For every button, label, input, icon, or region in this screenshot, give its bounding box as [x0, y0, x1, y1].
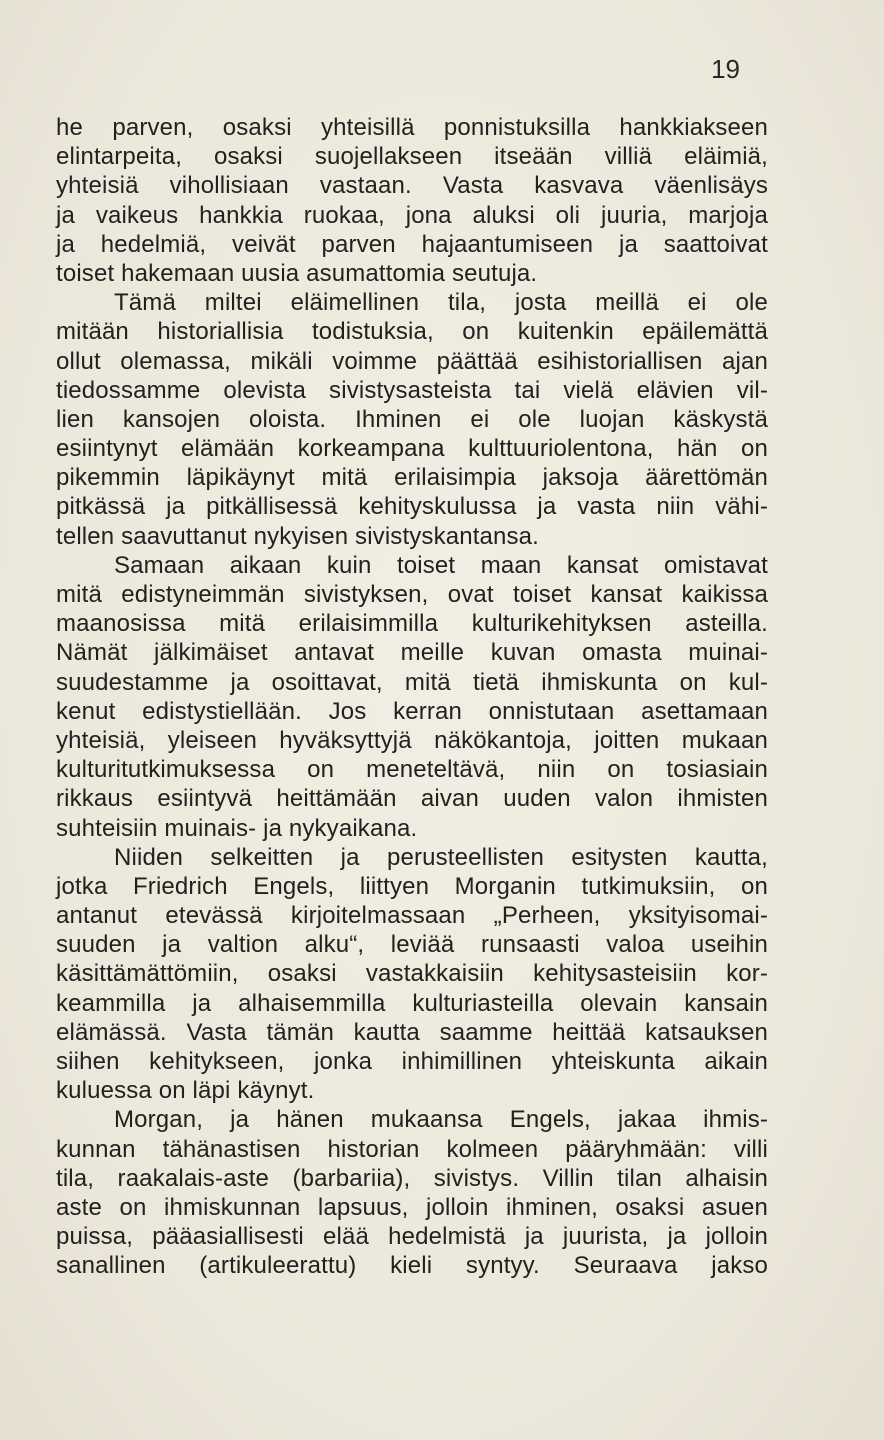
paragraph-first-line: Morgan, ja hänen mukaansa Engels, jakaa ihmis-: [114, 1106, 768, 1134]
text-line: tiedossamme olevista sivistysasteista tai vielä elävien vil-: [56, 376, 768, 404]
text-line: sanallinen (artikuleerattu) kieli syntyy. Seuraava jakso: [56, 1252, 768, 1280]
text-line: ja hedelmiä, veivät parven hajaantumiseen ja saattoivat: [56, 230, 768, 258]
text-line: pitkässä ja pitkällisessä kehityskulussa ja vasta niin vähi-: [56, 493, 768, 521]
text-line: he parven, osaksi yhteisillä ponnistuksilla hankkiakseen: [56, 114, 768, 141]
text-line: mitään historiallisia todistuksia, on kuitenkin epäilemättä: [56, 318, 768, 346]
text-line: jotka Friedrich Engels, liittyen Morganin tutkimuksiin, on: [56, 872, 768, 900]
text-line: elämässä. Vasta tämän kautta saamme heittää katsauksen: [56, 1018, 768, 1046]
text-line: keammilla ja alhaisemmilla kulturiasteilla olevain kansain: [56, 989, 768, 1017]
text-line: maanosissa mitä erilaisimmilla kulturikehityksen asteilla.: [56, 610, 768, 638]
text-line: suuden ja valtion alku“, leviää runsaasti valoa useihin: [56, 931, 768, 959]
text-line: aste on ihmiskunnan lapsuus, jolloin ihminen, osaksi asuen: [56, 1193, 768, 1221]
text-line: siihen kehitykseen, jonka inhimillinen yhteiskunta aikain: [56, 1048, 768, 1075]
text-line: suudestamme ja osoittavat, mitä tietä ihmiskunta on kul-: [56, 668, 768, 696]
body-text: [56, 113, 768, 1281]
text-line: mitä edistyneimmän sivistyksen, ovat toiset kansat kaikissa: [56, 581, 768, 608]
text-line: kenut edistystiellään. Jos kerran onnistutaan asettamaan: [56, 697, 768, 725]
text-line: yhteisiä, yleiseen hyväksyttyjä näkökantoja, joitten mukaan: [56, 726, 768, 754]
text-line: tellen saavuttanut nykyisen sivistyskantansa.: [56, 522, 539, 550]
text-line: rikkaus esiintyvä heittämään aivan uuden valon ihmisten: [56, 785, 768, 813]
text-line: kuluessa on läpi käynyt.: [56, 1077, 315, 1105]
paragraph-first-line: Samaan aikaan kuin toiset maan kansat omistavat: [114, 551, 768, 579]
text-line: antanut etevässä kirjoitelmassaan „Perheen, yksityisomai-: [56, 902, 768, 930]
text-line: kulturitutkimuksessa on meneteltävä, niin on tosiasiain: [56, 756, 768, 784]
paragraph-first-line: Tämä miltei eläimellinen tila, josta meillä ei ole: [114, 289, 768, 317]
text-line: ja vaikeus hankkia ruokaa, jona aluksi oli juuria, marjoja: [56, 201, 768, 229]
page-number: 19: [711, 54, 740, 84]
text-line: kunnan tähänastisen historian kolmeen pääryhmään: villi: [56, 1135, 768, 1163]
text-line: toiset hakemaan uusia asumattomia seutuja.: [56, 259, 538, 287]
text-line: tila, raakalais-aste (barbariia), sivistys. Villin tilan alhaisin: [56, 1164, 768, 1192]
text-line: pikemmin läpikäynyt mitä erilaisimpia jaksoja äärettömän: [56, 464, 768, 492]
text-line: esiintynyt elämään korkeampana kulttuuriolentona, hän on: [56, 435, 768, 463]
text-line: puissa, pääasiallisesti elää hedelmistä ja juurista, ja jolloin: [56, 1223, 768, 1251]
text-line: ollut olemassa, mikäli voimme päättää esihistoriallisen ajan: [56, 347, 768, 375]
text-line: lien kansojen oloista. Ihminen ei ole luojan käskystä: [56, 405, 768, 433]
text-line: yhteisiä vihollisiaan vastaan. Vasta kasvava väenlisäys: [56, 172, 768, 200]
text-line: käsittämättömiin, osaksi vastakkaisiin kehitysasteisiin kor-: [56, 960, 768, 988]
paragraph-first-line: Niiden selkeitten ja perusteellisten esitysten kautta,: [114, 843, 768, 871]
text-line: elintarpeita, osaksi suojellakseen itseään villiä eläimiä,: [56, 143, 768, 171]
text-line: Nämät jälkimäiset antavat meille kuvan omasta muinai-: [56, 639, 768, 667]
text-line: suhteisiin muinais- ja nykyaikana.: [56, 814, 418, 842]
